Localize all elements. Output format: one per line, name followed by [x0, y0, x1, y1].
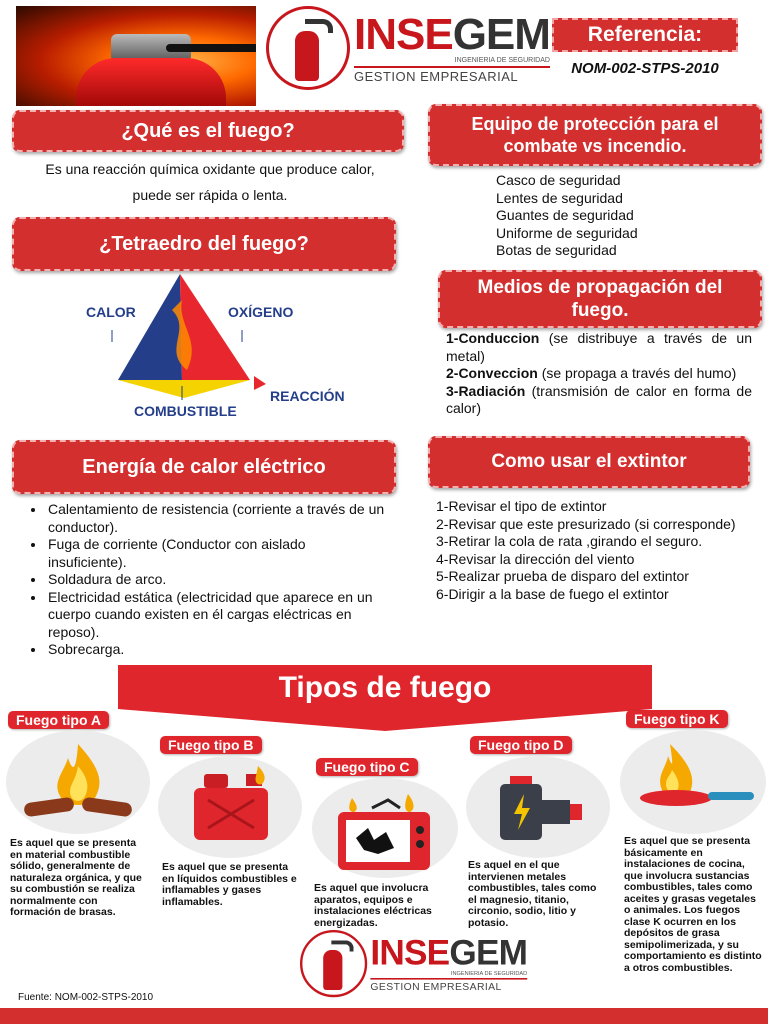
tag-fuego-tipo-b: Fuego tipo B	[160, 736, 262, 754]
campfire-icon	[6, 730, 150, 834]
frying-pan-icon	[620, 730, 766, 834]
extintor-steps	[436, 498, 754, 603]
fire-b-description: Es aquel que se presenta en líquidos combustibles e inflamables y gases inflamables.	[162, 861, 297, 908]
extinguisher-icon	[266, 6, 350, 90]
list-item: • Calentamiento de resistencia (corriente a través de un conductor).	[46, 501, 386, 536]
reference-code: NOM-002-STPS-2010	[571, 60, 719, 77]
list-item: 4-Revisar la dirección del viento	[436, 550, 635, 567]
equipo-list	[496, 172, 736, 260]
list-item: 1-Revisar el tipo de extintor	[436, 498, 607, 514]
energia-title: Energía de calor eléctrico	[12, 440, 396, 494]
medios-title: Medios de propagación del fuego.	[438, 270, 762, 328]
source-note: Fuente: NOM-002-STPS-2010	[18, 992, 154, 1003]
equipo-title: Equipo de protección para el combate vs incendio.	[428, 104, 762, 166]
list-item: 2-Revisar que este presurizado (si corresponde)	[436, 515, 736, 532]
list-item: • Fuga de corriente (Conductor con aislado insuficiente).	[46, 536, 386, 571]
fire-c-description: Es aquel que involucra aparatos, equipos e instalaciones eléctricas energizadas.	[314, 882, 432, 929]
fire-d-circle	[466, 756, 610, 858]
medios-list	[446, 330, 752, 418]
list-item: 6-Dirigir a la base de fuego el extintor	[436, 585, 669, 602]
tipos-title: Tipos de fuego	[278, 671, 492, 704]
tipos-banner	[118, 665, 652, 733]
energia-list	[16, 501, 386, 659]
tetraedro-title: ¿Tetraedro del fuego?	[12, 217, 396, 271]
list-item: 3-Radiación (transmisión de calor en forma de calor)	[446, 382, 752, 416]
list-item: • Electricidad estática (electricidad que aparece en un cuerpo cuando existen en él cargas eléctricas en reposo).	[46, 589, 386, 642]
tetra-label-calor: CALOR	[86, 304, 136, 320]
fire-tetrahedron-diagram	[82, 270, 350, 422]
footer-bar	[0, 1008, 768, 1024]
list-item: Lentes de seguridad	[496, 189, 623, 206]
broken-tv-icon	[312, 778, 458, 878]
tag-fuego-tipo-c: Fuego tipo C	[316, 758, 418, 776]
fire-c-circle	[312, 778, 458, 878]
tag-fuego-tipo-d: Fuego tipo D	[470, 736, 572, 754]
list-item: 5-Realizar prueba de disparo del extintor	[436, 568, 689, 584]
fire-a-description: Es aquel que se presenta en material combustible sólido, generalmente de naturaleza orgánica, y que su combustión se realiza normalmente con formación de brasas.	[10, 837, 142, 918]
hero-fire-extinguisher-image	[16, 6, 256, 106]
fire-b-circle	[158, 756, 302, 858]
battery-icon	[466, 756, 610, 858]
list-item: • Soldadura de arco.	[46, 571, 386, 589]
tetra-label-oxigeno: OXÍGENO	[228, 304, 294, 320]
list-item: Botas de seguridad	[496, 242, 617, 258]
reference-label: Referencia:	[552, 18, 738, 52]
que-es-fuego-title: ¿Qué es el fuego?	[12, 110, 404, 152]
list-item: Casco de seguridad	[496, 172, 621, 188]
tetra-label-reaccion: REACCIÓN	[270, 388, 345, 404]
list-item: Uniforme de seguridad	[496, 224, 638, 241]
tag-fuego-tipo-a: Fuego tipo A	[8, 711, 109, 729]
insegem-logo: INSEGEM INGENIERIA DE SEGURIDAD GESTION EMPRESARIAL	[266, 6, 550, 90]
list-item: 1-Conduccion (se distribuye a través de un metal)	[446, 330, 752, 364]
tetra-label-combustible: COMBUSTIBLE	[134, 403, 237, 419]
insegem-logo-footer: INSEGEM INGENIERIA DE SEGURIDAD GESTION EMPRESARIAL	[300, 930, 527, 997]
extinguisher-icon	[300, 930, 367, 997]
fire-k-description: Es aquel que se presenta básicamente en instalaciones de cocina, que involucra sustancias combustibles, tales como aceites y grasas vegetales o animales. Los fuegos clase K ocurren en los depósitos de grasa semipolimerizada, y su comportamiento es distinto a otros combustibles.	[624, 835, 762, 974]
fire-d-description: Es aquel en el que intervienen metales combustibles, tales como el magnesio, titanio, circonio, sodio, litio y potasio.	[468, 859, 597, 929]
que-es-fuego-text: Es una reacción química oxidante que produce calor, puede ser rápida o lenta.	[45, 161, 375, 203]
tag-fuego-tipo-k: Fuego tipo K	[626, 710, 728, 728]
fire-a-circle	[6, 730, 150, 834]
list-item: • Sobrecarga.	[46, 641, 386, 659]
fuel-can-icon	[158, 756, 302, 858]
extintor-title: Como usar el extintor	[428, 436, 750, 488]
list-item: Guantes de seguridad	[496, 207, 634, 223]
list-item: 2-Conveccion (se propaga a través del humo)	[446, 365, 737, 381]
fire-k-circle	[620, 730, 766, 834]
list-item: 3-Retirar la cola de rata ,girando el seguro.	[436, 533, 703, 549]
